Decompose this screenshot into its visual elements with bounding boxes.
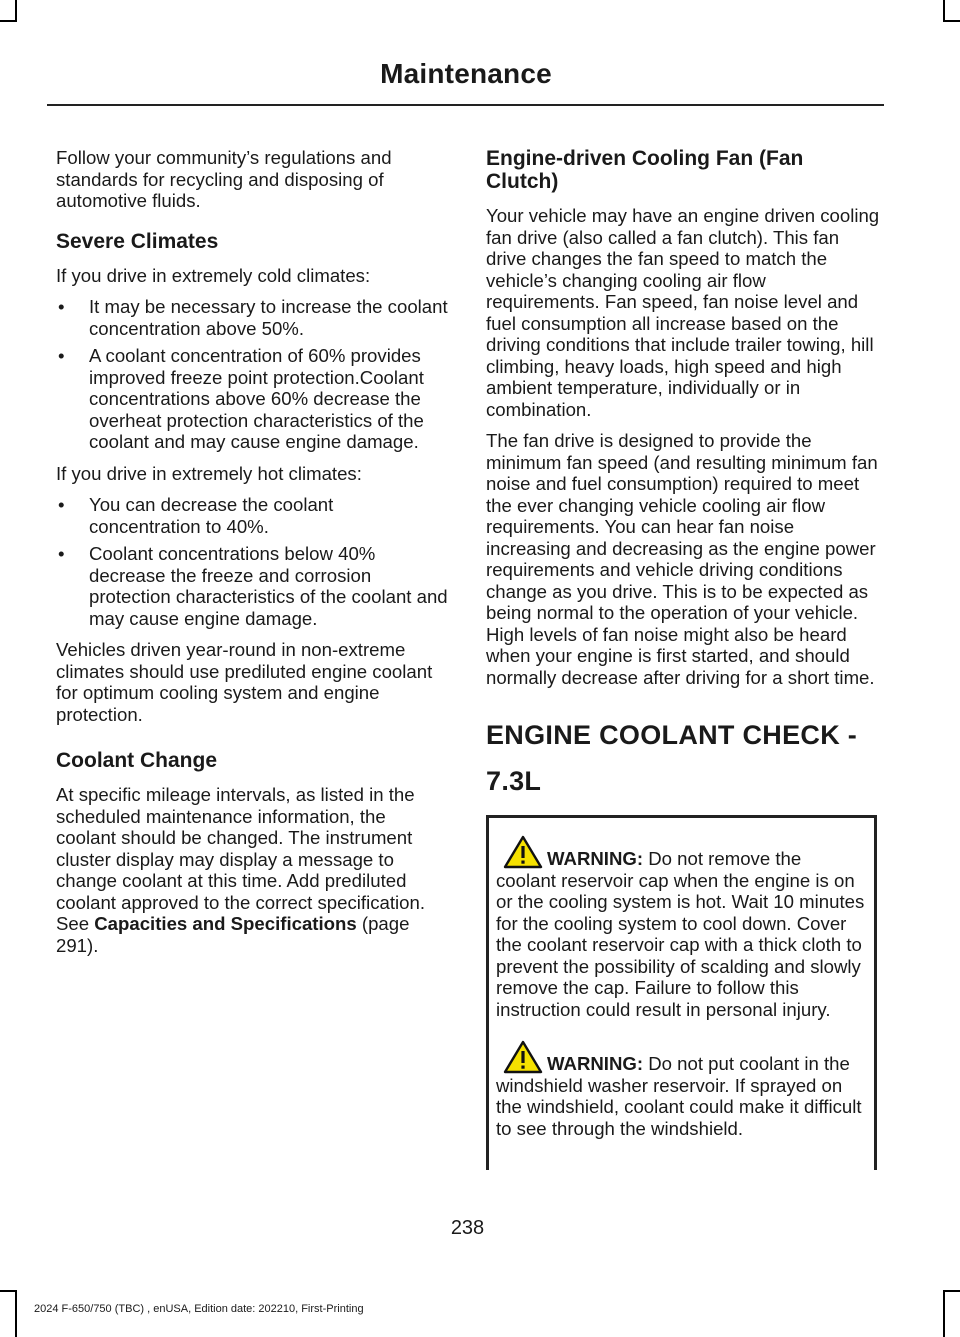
list-item: • A coolant concentration of 60% provides improved freeze point protection.Coolant concentrations above 60% decrease the overheat protection characteristics of the coolant and may cause engine damage. — [58, 345, 424, 452]
warning-triangle-icon — [503, 835, 543, 869]
hot-intro: If you drive in extremely hot climates: — [56, 462, 362, 484]
crop-mark — [0, 20, 17, 22]
right-column — [486, 147, 880, 804]
crop-mark — [943, 0, 945, 20]
fan-clutch-heading: Engine-driven Cooling Fan (Fan Clutch) — [486, 147, 804, 193]
crop-mark — [943, 1290, 960, 1292]
crop-mark — [0, 1290, 17, 1292]
list-item: • Coolant concentrations below 40% decrease the freeze and corrosion protection characteristics of the coolant and may cause engine damage. — [58, 543, 448, 629]
coolant-change-heading: Coolant Change — [56, 749, 217, 772]
crop-mark — [943, 1290, 945, 1337]
warning-label: WARNING: — [547, 848, 644, 869]
crop-mark — [15, 1290, 17, 1337]
warning-item — [496, 835, 866, 1020]
intro-paragraph: Follow your community’s regulations and standards for recycling and disposing of automotive fluids. — [56, 147, 392, 211]
warning-label: WARNING: — [547, 1053, 644, 1074]
severe-climates-heading: Severe Climates — [56, 229, 219, 253]
header-divider — [47, 104, 884, 106]
list-item: • It may be necessary to increase the coolant concentration above 50%. — [58, 296, 448, 339]
page-number: 238 — [450, 1217, 485, 1239]
coolant-change-paragraph: At specific mileage intervals, as listed in the scheduled maintenance information, the coolant should be changed. The instrument cluster display may display a message to change coolant at this time. Add prediluted coolant approved to the correct specification. See Capacities and Specifications (page 291). — [56, 784, 425, 956]
bullet: • — [58, 296, 65, 317]
bullet: • — [58, 345, 65, 366]
warning-item — [496, 1040, 866, 1139]
fan-paragraph-2: The fan drive is designed to provide the minimum fan speed (and resulting minimum fan noise and fuel consumption) required to meet the ever changing vehicle cooling air flow requirements. You can hear fan noise increasing and decreasing as the engine power requirements and vehicle driving conditions change as you drive. This is to be expected as being normal to the operation of your vehicle. High levels of fan noise might also be heard when your engine is first started, and should normally decrease after driving for a short time. — [486, 430, 878, 688]
hot-bullet-list — [56, 494, 448, 629]
warning-box — [486, 815, 877, 1170]
cross-reference-link[interactable]: Capacities and Specifications — [94, 913, 357, 934]
edition-footer: 2024 F-650/750 (TBC) , enUSA, Edition date: 202210, First-Printing — [34, 1303, 364, 1315]
cold-intro: If you drive in extremely cold climates: — [56, 264, 371, 286]
cold-bullet-list — [56, 296, 448, 453]
bullet: • — [58, 543, 65, 564]
warning-text: Do not put coolant in the windshield washer reservoir. If sprayed on the windshield, coolant could make it difficult to see through the windshield. — [496, 1053, 862, 1139]
fan-paragraph-1: Your vehicle may have an engine driven cooling fan drive (also called a fan clutch). This fan drive changes the fan speed to match the vehicle’s changing cooling air flow requirements. Fan speed, fan noise level and fuel consumption all increase based on the driving conditions that include trailer towing, hill climbing, heavy loads, high speed and high ambient temperature, individually or in combination. — [486, 205, 880, 420]
bullet: • — [58, 494, 65, 515]
page-title: Maintenance — [380, 58, 552, 89]
crop-mark — [943, 20, 960, 22]
closing-paragraph: Vehicles driven year-round in non-extreme climates should use prediluted engine coolant for optimum cooling system and engine protection. — [56, 639, 433, 725]
crop-mark — [15, 0, 17, 20]
section-title: ENGINE COOLANT CHECK - 7.3L — [486, 720, 858, 796]
warning-triangle-icon — [503, 1040, 543, 1074]
list-item: • You can decrease the coolant concentration to 40%. — [58, 494, 334, 537]
left-column — [56, 147, 448, 966]
warning-text: Do not remove the coolant reservoir cap when the engine is on or the cooling system is hot. Wait 10 minutes for the cooling system to cool down. Cover the coolant reservoir cap with a thick cloth to prevent the possibility of scalding and slowly remove the cap. Failure to follow this instruction could result in personal injury. — [496, 848, 865, 1020]
